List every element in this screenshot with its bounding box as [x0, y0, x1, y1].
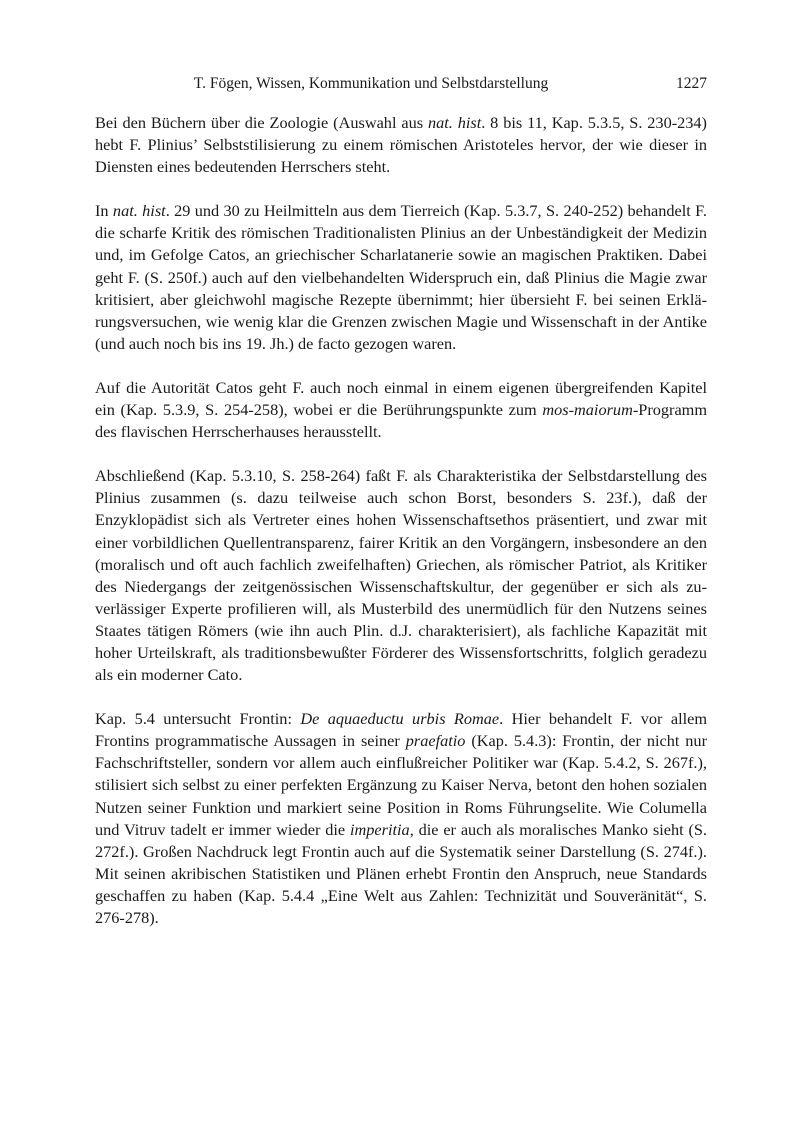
italic-segment: imperitia — [350, 819, 410, 839]
italic-segment: mos-maiorum — [542, 400, 633, 420]
text-segment: . 8 bis 11, Kap. 5.3.5, S. 230-234) hebt F. Plinius’ Selbststilisierung zu einem römischen Aristoteles hervor, der wie dieser in Diensten eines bedeutenden Herrschers steht. — [95, 113, 707, 177]
running-header — [95, 72, 707, 96]
text-segment: -Programm des flavischen Herrscherhauses herausstellt. — [95, 400, 707, 442]
italic-segment: nat. hist — [112, 201, 166, 221]
text-segment: (Kap. 5.4.3): Frontin, der nicht nur Fachschriftsteller, sondern vor allem auch einflußreicher Politiker war (Kap. 5.4.2, S. 267f.), stilisiert sich selbst zu einer perfekten Ergänzung zu Kaiser Nerva, betont den hohen sozialen Nutzen seiner Funktion und markiert seine Position in Roms Führungselite. Wie Columella und Vitruv tadelt er immer wieder die — [95, 731, 707, 839]
paragraph — [95, 377, 707, 443]
paragraph — [95, 708, 707, 929]
text-segment: Abschließend (Kap. 5.3.10, S. 258-264) faßt F. als Charakteristika der Selbstdarstellung des Plinius zusammen (s. dazu teilweise auch schon Borst, besonders S. 23f.), daß der Enzyklopädist sich als Vertreter eines hohen Wissenschaftsethos präsentiert, und zwar mit einer vorbildlichen Quellentransparenz, fairer Kritik an den Vorgängern, insbesondere an den (moralisch und oft auch fachlich zweifelhaften) Griechen, als römischer Patriot, als Kritiker des Niedergangs der zeitgenössischen Wissenschaftskultur, der gegenüber er sich als zuverlässiger Experte profilieren will, als Musterbild des unermüdlich für den Nutzens seines Staates tätigen Römers (wie ihn auch Plin. d.J. charakterisiert), als fachliche Kapazität mit hoher Urteilskraft, als traditionsbewußter Förderer des Wissensfortschritts, folglich geradezu als ein moderner Cato. — [95, 466, 707, 685]
paragraph — [95, 112, 707, 178]
text-segment: . Hier behandelt F. vor allem Frontins programmatische Aussagen in seiner — [95, 709, 708, 751]
text-segment: Bei den Büchern über die Zoologie (Auswahl aus — [95, 113, 428, 132]
text-segment: Auf die Autorität Catos geht F. auch noch einmal in einem eigenen übergreifenden Kapitel ein (Kap. 5.3.9, S. 254-258), wobei er die Berührungspunkte zum — [95, 377, 707, 420]
italic-segment: nat. hist — [427, 113, 482, 132]
page-number: 1227 — [676, 75, 707, 92]
text-segment: . 29 und 30 zu Heilmitteln aus dem Tierreich (Kap. 5.3.7, S. 240-252) behandelt F. die scharfe Kritik des römischen Traditionalisten Plinius an der Unbeständigkeit der Medizin und, im Gefolge Catos, an griechischer Scharlatanerie sowie an magischen Praktiken. Dabei geht F. (S. 250f.) auch auf den vielbehandelten Widerspruch ein, daß Plinius die Magie zwar kritisiert, aber gleichwohl magische Rezepte übernimmt; hier übersieht F. bei seinen Erklärungsversuchen, wie wenig klar die Grenzen zwischen Magie und Wissenschaft in der Antike (und auch noch bis ins 19. Jh.) de facto gezogen waren. — [95, 201, 707, 353]
paragraph — [95, 200, 707, 355]
italic-segment: praefatio — [405, 731, 466, 751]
paragraph — [95, 465, 707, 686]
text-segment: , die er auch als moralisches Manko sieht (S. 272f.). Großen Nachdruck legt Frontin auch auf die Systematik seiner Darstellung (S. 274f.). Mit seinen akribischen Statistiken und Plänen erhebt Frontin den Anspruch, neue Standards geschaffen zu haben (Kap. 5.4.4 „Eine Welt aus Zahlen: Technizität und Souveränität“, S. 276-278). — [95, 819, 707, 927]
text-segment: In — [95, 201, 113, 221]
running-title: T. Fögen, Wissen, Kommunikation und Selbstdarstellung — [193, 75, 549, 92]
body-text — [95, 112, 707, 951]
text-segment: Kap. 5.4 untersucht Frontin: — [95, 709, 301, 729]
italic-segment: De aquaeductu urbis Romae — [300, 709, 500, 729]
